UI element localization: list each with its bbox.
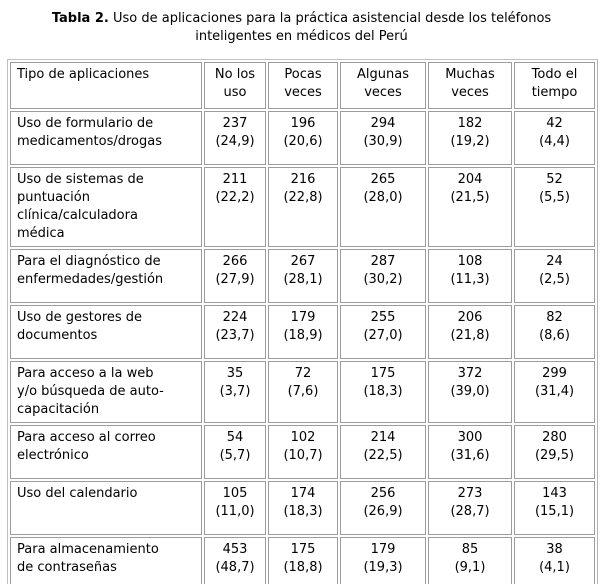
count-value: 299 (542, 366, 567, 381)
row-label: Para acceso al correo electrónico (10, 425, 202, 479)
percent-value: (11,3) (450, 272, 490, 287)
value-cell (514, 537, 595, 584)
count-value: 265 (370, 172, 396, 187)
value-cell (340, 537, 426, 584)
percent-value: (27,0) (363, 328, 403, 343)
table-caption-text: Uso de aplicaciones para la práctica asistencial desde los teléfonos inteligentes en médicos del Perú (112, 11, 552, 44)
count-value: 179 (290, 310, 316, 325)
count-value: 372 (457, 366, 483, 381)
value-cell (204, 167, 266, 247)
count-value: 24 (546, 254, 563, 269)
percent-value: (28,7) (450, 504, 490, 519)
percent-value: (30,2) (363, 272, 403, 287)
value-cell (268, 425, 338, 479)
column-header-todo-el-tiempo: Todo el tiempo (514, 62, 595, 109)
count-value: 52 (546, 172, 563, 187)
value-cell (340, 111, 426, 165)
value-cell (428, 425, 512, 479)
applications-usage-table (7, 59, 598, 584)
row-label: Uso de gestores de documentos (10, 305, 202, 359)
count-value: 179 (370, 542, 396, 557)
count-value: 72 (294, 366, 312, 381)
count-value: 175 (370, 366, 396, 381)
table-caption-label: Tabla 2. (51, 11, 109, 26)
percent-value: (4,4) (539, 134, 570, 149)
value-cell (268, 481, 338, 535)
value-cell (514, 111, 595, 165)
count-value: 255 (370, 310, 396, 325)
percent-value: (48,7) (215, 560, 255, 575)
percent-value: (29,5) (534, 448, 575, 463)
count-value: 224 (222, 310, 248, 325)
column-header-tipo-de-aplicaciones: Tipo de aplicaciones (10, 62, 202, 109)
percent-value: (10,7) (283, 448, 323, 463)
percent-value: (22,5) (363, 448, 403, 463)
percent-value: (18,8) (283, 560, 323, 575)
percent-value: (8,6) (539, 328, 570, 343)
count-value: 35 (226, 366, 244, 381)
value-cell (428, 305, 512, 359)
value-cell (514, 167, 595, 247)
count-value: 54 (226, 430, 244, 445)
percent-value: (3,7) (219, 384, 251, 399)
table-caption (13, 10, 590, 46)
column-header-algunas-veces: Algunas veces (340, 62, 426, 109)
count-value: 204 (457, 172, 483, 187)
count-value: 196 (290, 116, 316, 131)
percent-value: (20,6) (283, 134, 323, 149)
table-row (10, 361, 595, 423)
percent-value: (26,9) (363, 504, 403, 519)
percent-value: (4,1) (539, 560, 570, 575)
percent-value: (28,1) (283, 272, 323, 287)
value-cell (204, 111, 266, 165)
value-cell (268, 305, 338, 359)
percent-value: (11,0) (215, 504, 255, 519)
value-cell (428, 249, 512, 303)
value-cell (340, 361, 426, 423)
value-cell (340, 425, 426, 479)
percent-value: (7,6) (287, 384, 319, 399)
column-header-no-los-uso: No los uso (204, 62, 266, 109)
percent-value: (27,9) (215, 272, 255, 287)
value-cell (428, 481, 512, 535)
value-cell (204, 361, 266, 423)
percent-value: (30,9) (363, 134, 403, 149)
value-cell (204, 537, 266, 584)
value-cell (268, 111, 338, 165)
count-value: 174 (290, 486, 316, 501)
value-cell (204, 425, 266, 479)
count-value: 211 (222, 172, 248, 187)
count-value: 102 (290, 430, 316, 445)
value-cell (514, 305, 595, 359)
count-value: 85 (461, 542, 479, 557)
count-value: 237 (222, 116, 248, 131)
percent-value: (24,9) (215, 134, 255, 149)
table-row (10, 481, 595, 535)
value-cell (204, 481, 266, 535)
value-cell (340, 249, 426, 303)
count-value: 294 (370, 116, 396, 131)
value-cell (204, 305, 266, 359)
percent-value: (19,3) (363, 560, 403, 575)
percent-value: (22,8) (283, 190, 323, 205)
value-cell (428, 537, 512, 584)
percent-value: (2,5) (539, 272, 570, 287)
percent-value: (21,5) (450, 190, 490, 205)
count-value: 216 (290, 172, 316, 187)
value-cell (514, 481, 595, 535)
header-row (10, 62, 595, 109)
count-value: 38 (546, 542, 563, 557)
count-value: 105 (222, 486, 248, 501)
count-value: 300 (457, 430, 483, 445)
percent-value: (18,3) (283, 504, 323, 519)
percent-value: (28,0) (363, 190, 403, 205)
count-value: 206 (457, 310, 483, 325)
percent-value: (23,7) (215, 328, 255, 343)
percent-value: (19,2) (450, 134, 490, 149)
percent-value: (5,5) (539, 190, 570, 205)
value-cell (514, 425, 595, 479)
value-cell (268, 249, 338, 303)
percent-value: (31,6) (450, 448, 490, 463)
table-row (10, 111, 595, 165)
percent-value: (22,2) (215, 190, 255, 205)
percent-value: (21,8) (450, 328, 490, 343)
percent-value: (9,1) (454, 560, 486, 575)
table-row (10, 249, 595, 303)
percent-value: (18,9) (283, 328, 323, 343)
value-cell (514, 361, 595, 423)
value-cell (340, 481, 426, 535)
row-label: Uso de sistemas de puntuación clínica/calculadora médica (10, 167, 202, 247)
count-value: 82 (546, 310, 563, 325)
row-label: Para el diagnóstico de enfermedades/gestión (10, 249, 202, 303)
count-value: 175 (290, 542, 316, 557)
value-cell (428, 111, 512, 165)
percent-value: (18,3) (363, 384, 403, 399)
count-value: 214 (370, 430, 396, 445)
value-cell (268, 537, 338, 584)
value-cell (340, 305, 426, 359)
value-cell (268, 361, 338, 423)
count-value: 182 (457, 116, 483, 131)
percent-value: (5,7) (219, 448, 251, 463)
value-cell (428, 361, 512, 423)
table-row (10, 537, 595, 584)
count-value: 143 (542, 486, 567, 501)
count-value: 287 (370, 254, 396, 269)
count-value: 42 (546, 116, 563, 131)
percent-value: (39,0) (450, 384, 490, 399)
count-value: 453 (222, 542, 248, 557)
row-label: Para acceso a la web y/o búsqueda de auto-capacitación (10, 361, 202, 423)
value-cell (340, 167, 426, 247)
table-row (10, 425, 595, 479)
row-label: Uso del calendario (10, 481, 202, 535)
column-header-muchas-veces: Muchas veces (428, 62, 512, 109)
count-value: 273 (457, 486, 483, 501)
percent-value: (15,1) (534, 504, 575, 519)
count-value: 267 (290, 254, 316, 269)
value-cell (268, 167, 338, 247)
count-value: 108 (457, 254, 483, 269)
value-cell (514, 249, 595, 303)
count-value: 256 (370, 486, 396, 501)
row-label: Para almacenamiento de contraseñas (10, 537, 202, 584)
value-cell (204, 249, 266, 303)
value-cell (428, 167, 512, 247)
row-label: Uso de formulario de medicamentos/drogas (10, 111, 202, 165)
table-row (10, 167, 595, 247)
count-value: 266 (222, 254, 248, 269)
column-header-pocas-veces: Pocas veces (268, 62, 338, 109)
table-row (10, 305, 595, 359)
percent-value: (31,4) (534, 384, 575, 399)
count-value: 280 (542, 430, 567, 445)
